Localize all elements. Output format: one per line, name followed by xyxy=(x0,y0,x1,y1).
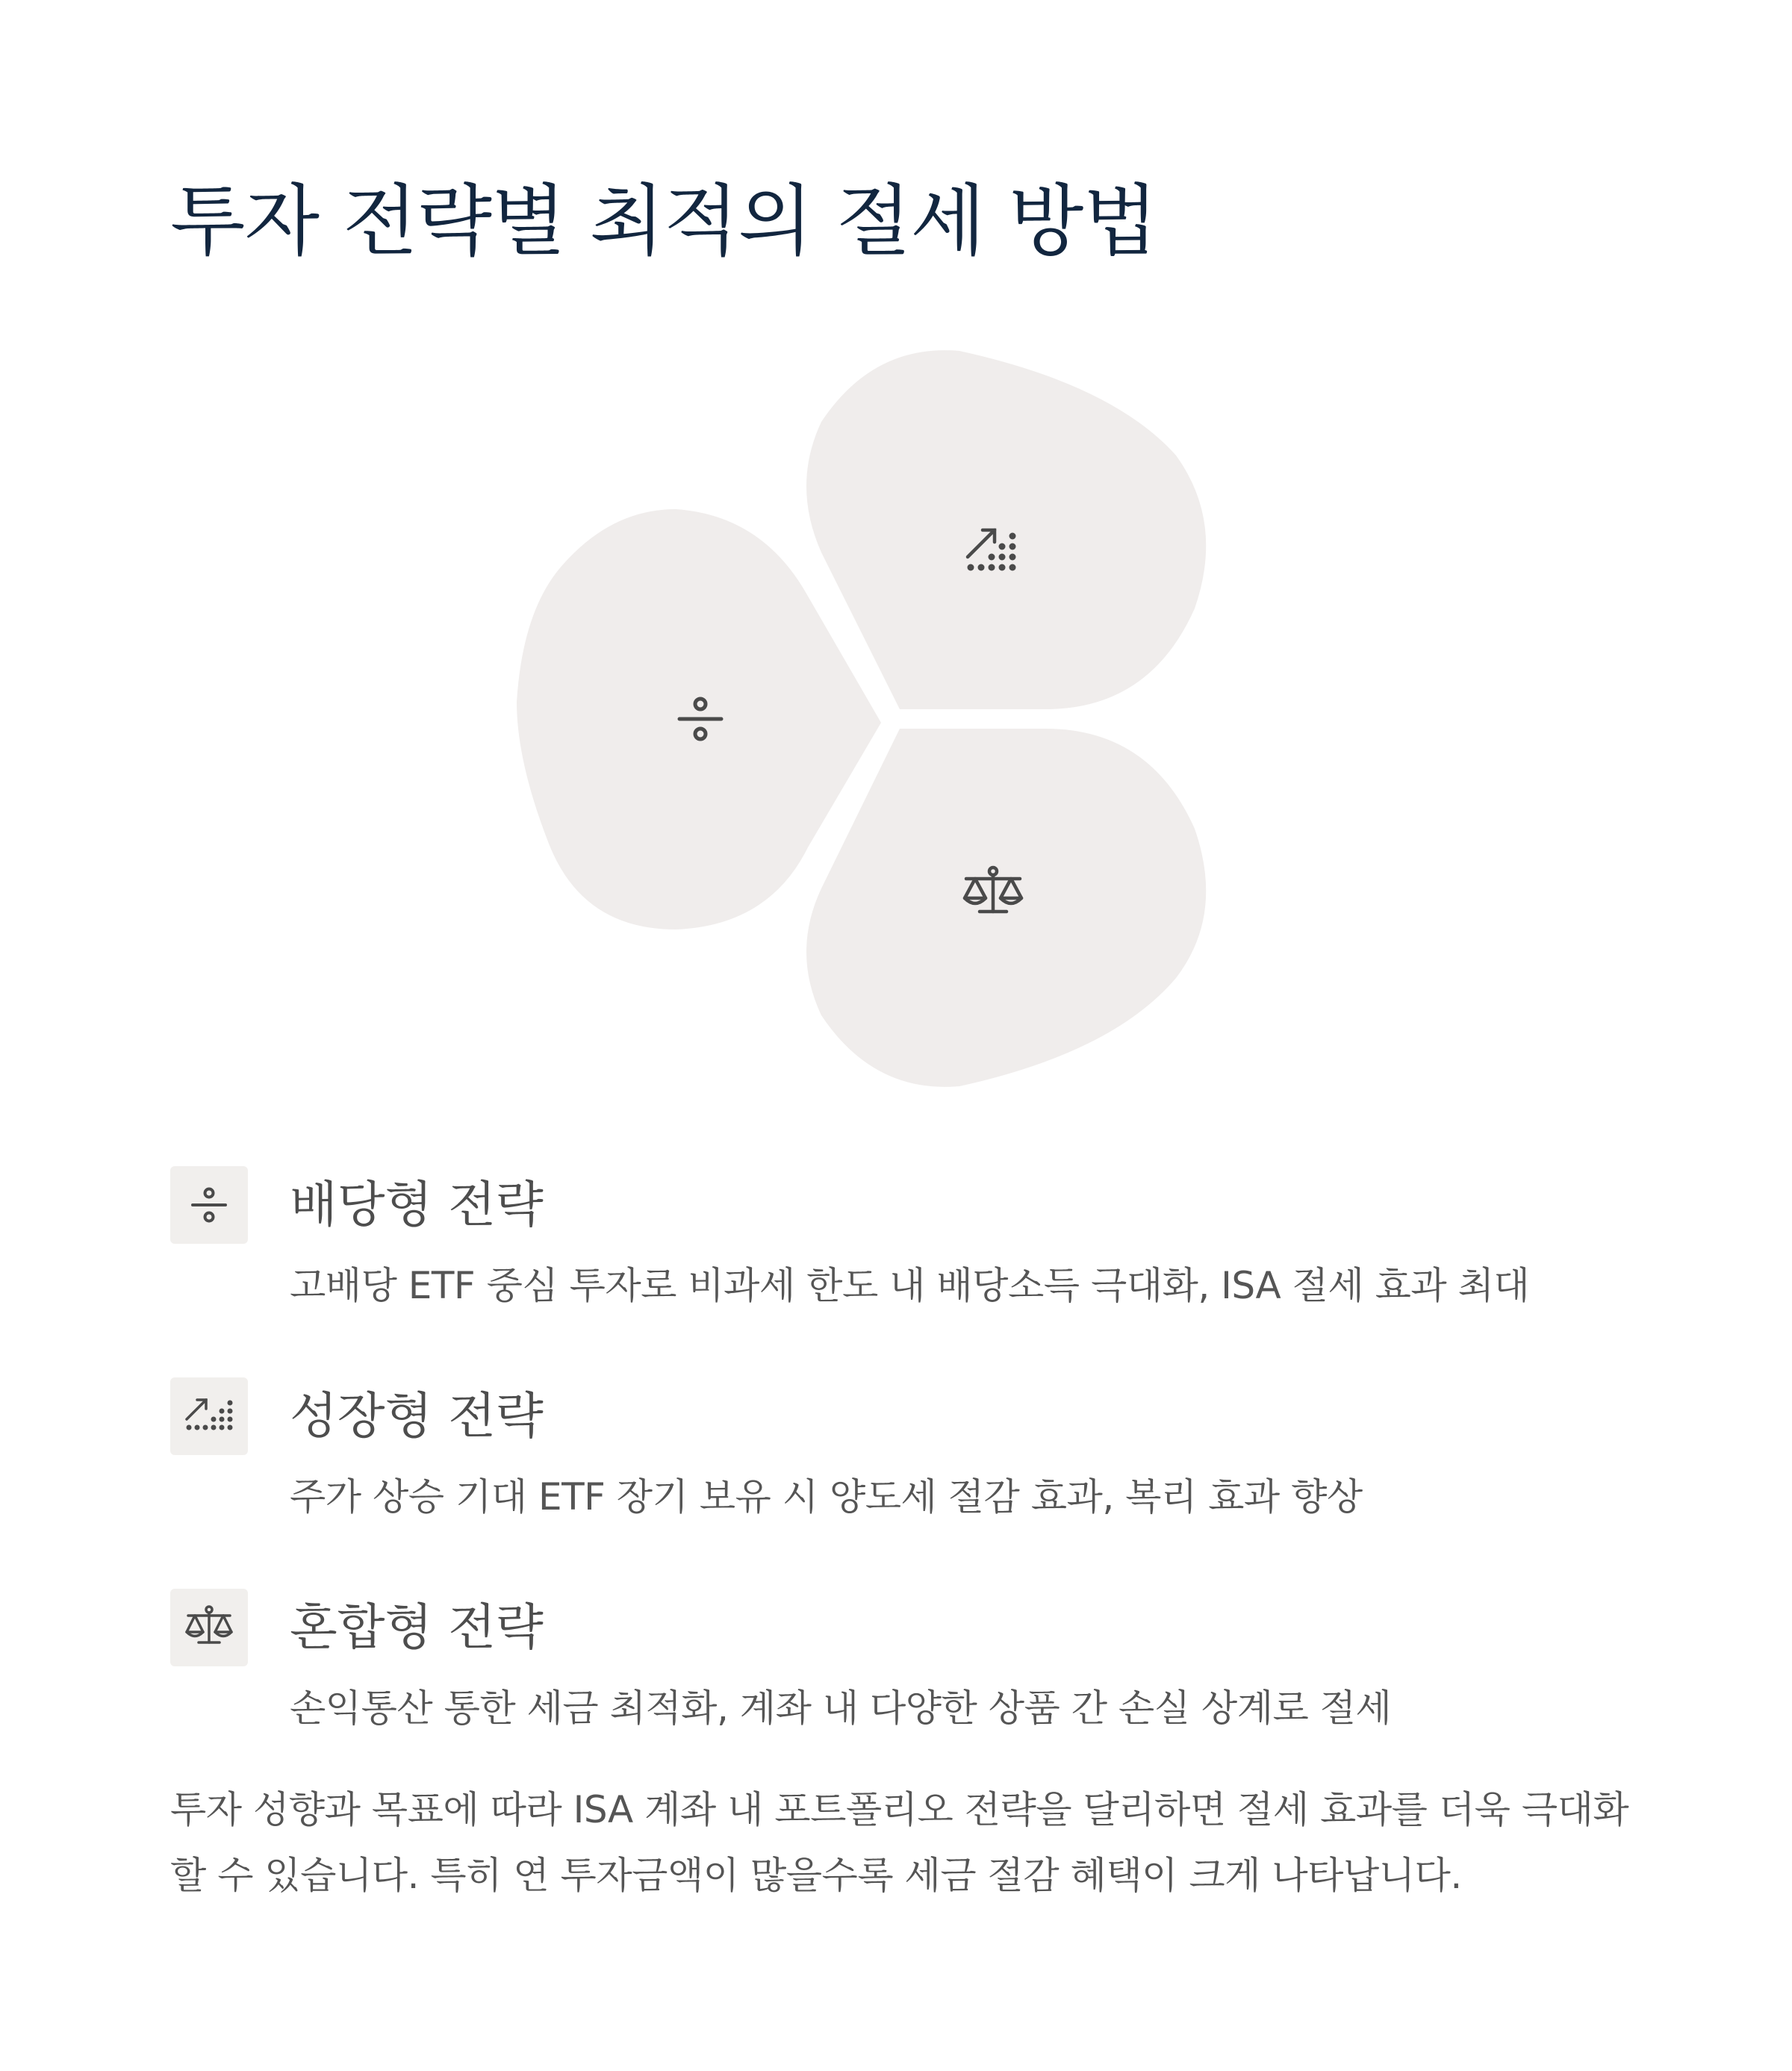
strategy-description: 손익통산 통한 세금 최적화, 계좌 내 다양한 상품 간 손실 상계로 절세 xyxy=(290,1687,1392,1730)
petal-growth xyxy=(806,350,1206,709)
divide-icon xyxy=(170,1166,248,1244)
strategy-title: 성장형 전략 xyxy=(290,1387,544,1445)
strategy-title: 배당형 전략 xyxy=(290,1176,544,1233)
strategy-item-dividend xyxy=(170,1166,1634,1315)
growth-chart-icon xyxy=(170,1377,248,1455)
strategy-description: 고배당 ETF 중심 투자로 비과세 한도 내 배당소득 극대화, ISA 절세 효과 최대 xyxy=(290,1264,1530,1307)
strategy-title: 혼합형 전략 xyxy=(290,1598,544,1656)
page-title: 투자 전략별 최적의 절세 방법 xyxy=(170,175,1157,267)
summary-paragraph: 투자 성향과 목표에 따라 ISA 계좌 내 포트폴리오 전략을 달리하면 절세 효과를 더욱 극대화할 수 있습니다. 특히 연 투자금액이 많을수록 세금 절감 혜택이 크게 나타납니다. xyxy=(170,1788,1629,1897)
petal-mixed xyxy=(806,729,1206,1087)
strategy-description: 주가 상승 기대 ETF 장기 보유 시 양도세 절감 효과, 복리 효과 향상 xyxy=(290,1475,1363,1519)
balance-scale-icon xyxy=(170,1589,248,1666)
strategy-item-mixed xyxy=(170,1589,1634,1738)
strategy-item-growth xyxy=(170,1377,1634,1527)
